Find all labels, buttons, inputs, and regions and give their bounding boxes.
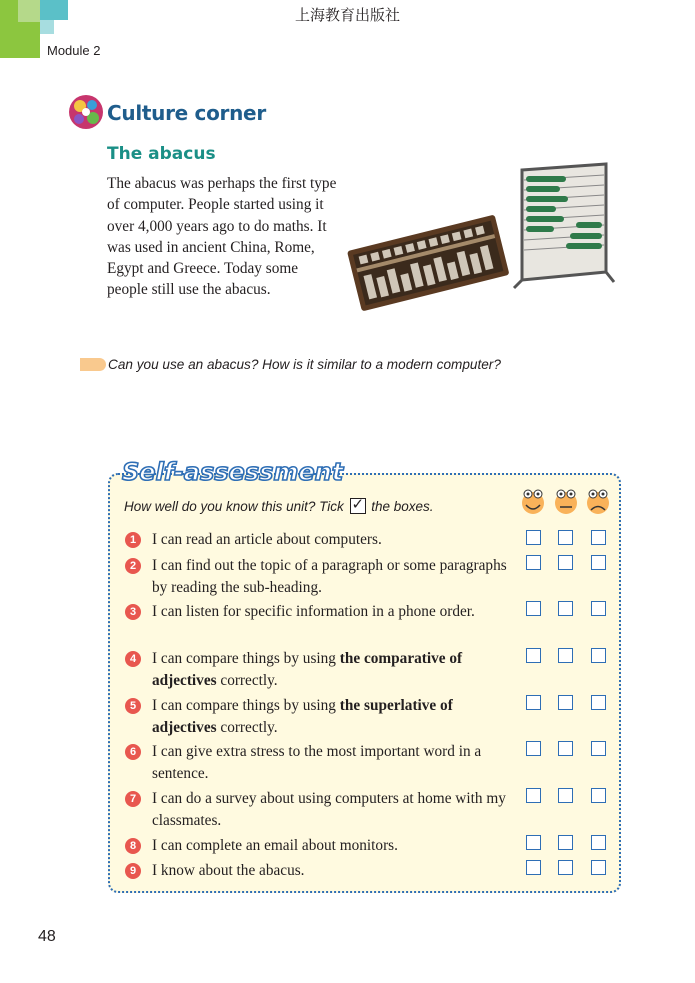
- checkbox-item-3-sad[interactable]: [591, 601, 606, 616]
- checkbox-item-4-sad[interactable]: [591, 648, 606, 663]
- item-text: I can find out the topic of a paragraph or some paragraphs by reading the sub-heading.: [152, 557, 507, 596]
- checkbox-item-7-neutral[interactable]: [558, 788, 573, 803]
- checkbox-item-3-neutral[interactable]: [558, 601, 573, 616]
- globe-icon: [68, 94, 104, 130]
- checkbox-item-8-sad[interactable]: [591, 835, 606, 850]
- checkbox-item-7-sad[interactable]: [591, 788, 606, 803]
- instruction-text-end: the boxes.: [371, 499, 434, 514]
- checkbox-item-9-happy[interactable]: [526, 860, 541, 875]
- item-number: 4: [125, 651, 141, 667]
- publisher-name: 上海教育出版社: [294, 6, 400, 24]
- checkbox-item-1-happy[interactable]: [526, 530, 541, 545]
- checkbox-item-6-happy[interactable]: [526, 741, 541, 756]
- checkbox-item-9-sad[interactable]: [591, 860, 606, 875]
- checkbox-item-8-neutral[interactable]: [558, 835, 573, 850]
- item-text: I know about the abacus.: [152, 862, 305, 879]
- checkbox-item-2-sad[interactable]: [591, 555, 606, 570]
- item-text: I can give extra stress to the most important word in a sentence.: [152, 743, 482, 782]
- discussion-question: Can you use an abacus? How is it similar to a modern computer?: [108, 357, 501, 372]
- self-assessment-instruction: [124, 495, 434, 514]
- item-text: I can read an article about computers.: [152, 531, 382, 548]
- tick-example-box: [350, 495, 366, 514]
- module-label: Module 2: [47, 43, 101, 58]
- checkbox-item-5-sad[interactable]: [591, 695, 606, 710]
- item-text: I can listen for specific information in a phone order.: [152, 603, 475, 620]
- checkbox-item-1-neutral[interactable]: [558, 530, 573, 545]
- tick-icon: ✓: [351, 495, 365, 513]
- article-heading: The abacus: [107, 144, 216, 164]
- item-number: 2: [125, 558, 141, 574]
- item-text: I can compare things by using the superlative of adjectives correctly.: [152, 697, 453, 736]
- checkbox-item-5-neutral[interactable]: [558, 695, 573, 710]
- item-number: 7: [125, 791, 141, 807]
- checkbox-item-2-neutral[interactable]: [558, 555, 573, 570]
- checkbox-item-7-happy[interactable]: [526, 788, 541, 803]
- item-number: 9: [125, 863, 141, 879]
- checkbox-item-6-neutral[interactable]: [558, 741, 573, 756]
- page-number: 48: [38, 928, 56, 945]
- item-text: I can compare things by using the comparative of adjectives correctly.: [152, 650, 463, 689]
- item-number: 3: [125, 604, 141, 620]
- item-number: 6: [125, 744, 141, 760]
- item-number: 8: [125, 838, 141, 854]
- checkbox-item-8-happy[interactable]: [526, 835, 541, 850]
- checkbox-item-4-happy[interactable]: [526, 648, 541, 663]
- item-text: I can do a survey about using computers at home with my classmates.: [152, 790, 506, 829]
- checkbox-item-1-sad[interactable]: [591, 530, 606, 545]
- svg-text:Self-assessment: Self-assessment: [122, 458, 344, 486]
- checkbox-item-6-sad[interactable]: [591, 741, 606, 756]
- item-number: 5: [125, 698, 141, 714]
- item-number: 1: [125, 532, 141, 548]
- instruction-text: How well do you know this unit? Tick: [124, 499, 344, 514]
- checkbox-item-9-neutral[interactable]: [558, 860, 573, 875]
- article-text: The abacus was perhaps the first type of computer. People started using it over 4,000 years ago to do maths. It was used in ancient China, Rome, Egypt and Greece. Today some people still use the abacus.: [107, 175, 337, 299]
- sad-face-icon: [585, 487, 611, 515]
- chinese-abacus-image: [348, 210, 508, 315]
- checkbox-item-3-happy[interactable]: [526, 601, 541, 616]
- checkbox-item-2-happy[interactable]: [526, 555, 541, 570]
- checkbox-item-4-neutral[interactable]: [558, 648, 573, 663]
- checkbox-item-5-happy[interactable]: [526, 695, 541, 710]
- section-title: Culture corner: [107, 101, 266, 125]
- happy-face-icon: [520, 487, 546, 515]
- self-assessment-title: [120, 448, 344, 494]
- school-abacus-image: [510, 160, 618, 290]
- neutral-face-icon: [553, 487, 579, 515]
- item-text: I can complete an email about monitors.: [152, 837, 398, 854]
- question-marker: [80, 358, 106, 371]
